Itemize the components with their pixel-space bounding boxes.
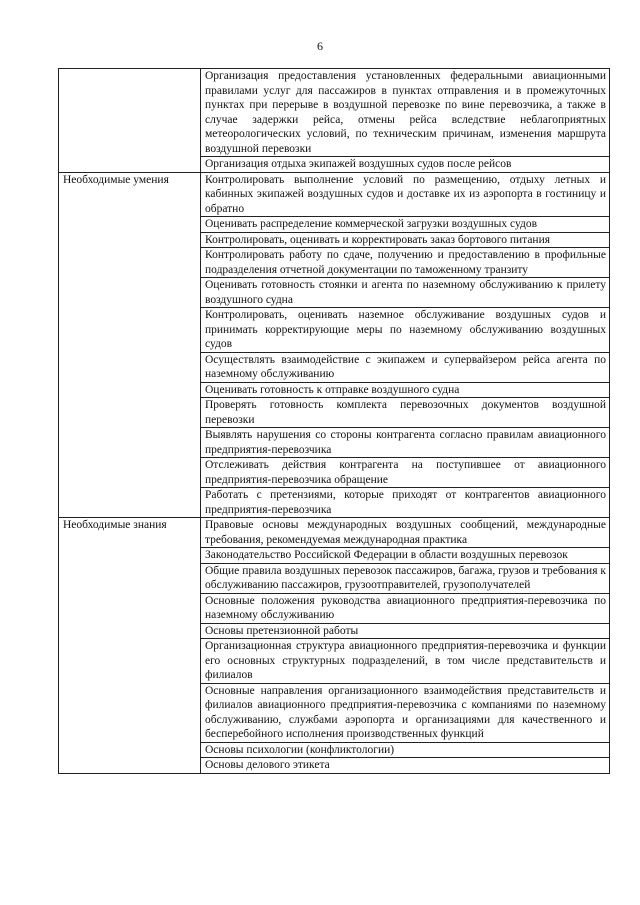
table-row (59, 518, 610, 548)
table-cell-item: Контролировать работу по сдаче, получению и предоставлению в профильные подразделения отчетной документации по таможенному транзиту (201, 248, 610, 278)
table-cell-item: Контролировать, оценивать наземное обслуживание воздушных судов и принимать корректирующие меры по наземному обслуживанию воздушных судов (201, 308, 610, 353)
table-cell-item: Выявлять нарушения со стороны контрагента согласно правилам авиационного предприятия-перевозчика (201, 428, 610, 458)
table-cell-item: Контролировать выполнение условий по размещению, отдыху летных и кабинных экипажей воздушных судов и доставке их из аэропорта в гостиницу и обратно (201, 172, 610, 217)
competency-table-body (59, 69, 610, 774)
table-cell-item: Основы делового этикета (201, 758, 610, 774)
table-cell-item: Законодательство Российской Федерации в области воздушных перевозок (201, 548, 610, 564)
section-label: Необходимые умения (59, 172, 201, 518)
section-label (59, 69, 201, 173)
table-cell-item: Организационная структура авиационного предприятия-перевозчика и функции его основных структурных подразделений, в том числе представительств и филиалов (201, 639, 610, 684)
competency-table (58, 68, 610, 774)
table-cell-item: Основные направления организационного взаимодействия представительств и филиалов авиационного предприятия-перевозчика с компаниями по наземному обслуживанию, службами аэропорта и организациями для качественного и бесперебойного исполнения производственных функций (201, 683, 610, 742)
table-cell-item: Контролировать, оценивать и корректировать заказ бортового питания (201, 232, 610, 248)
table-row (59, 172, 610, 217)
table-cell-item: Общие правила воздушных перевозок пассажиров, багажа, грузов и требования к обслуживанию пассажиров, грузоотправителей, грузополучателей (201, 563, 610, 593)
table-cell-item: Основы психологии (конфликтологии) (201, 742, 610, 758)
table-cell-item: Работать с претензиями, которые приходят от контрагентов авиационного предприятия-перевозчика (201, 488, 610, 518)
table-cell-item: Оценивать готовность стоянки и агента по наземному обслуживанию к прилету воздушного судна (201, 278, 610, 308)
table-cell-item: Оценивать готовность к отправке воздушного судна (201, 382, 610, 398)
table-cell-item: Основы претензионной работы (201, 623, 610, 639)
table-cell-item: Проверять готовность комплекта перевозочных документов воздушной перевозки (201, 398, 610, 428)
table-cell-item: Осуществлять взаимодействие с экипажем и супервайзером рейса агента по наземному обслуживанию (201, 352, 610, 382)
table-cell-item: Организация отдыха экипажей воздушных судов после рейсов (201, 157, 610, 173)
table-cell-item: Основные положения руководства авиационного предприятия-перевозчика по наземному обслуживанию (201, 593, 610, 623)
section-label: Необходимые знания (59, 518, 201, 774)
table-cell-item: Отслеживать действия контрагента на поступившее от авиационного предприятия-перевозчика обращение (201, 458, 610, 488)
table-cell-item: Оценивать распределение коммерческой загрузки воздушных судов (201, 217, 610, 233)
table-cell-item: Правовые основы международных воздушных сообщений, международные требования, рекомендуемая международная практика (201, 518, 610, 548)
table-cell-item: Организация предоставления установленных федеральными авиационными правилами услуг для пассажиров в пунктах отправления и в промежуточных пунктах при перерыве в воздушной перевозке по вине перевозчика, а также в случае задержки рейса, отмены рейса вследствие неблагоприятных метеорологических условий, по техническим причинам, изменения маршрута воздушной перевозки (201, 69, 610, 157)
table-row (59, 69, 610, 157)
page-number: 6 (317, 39, 323, 53)
